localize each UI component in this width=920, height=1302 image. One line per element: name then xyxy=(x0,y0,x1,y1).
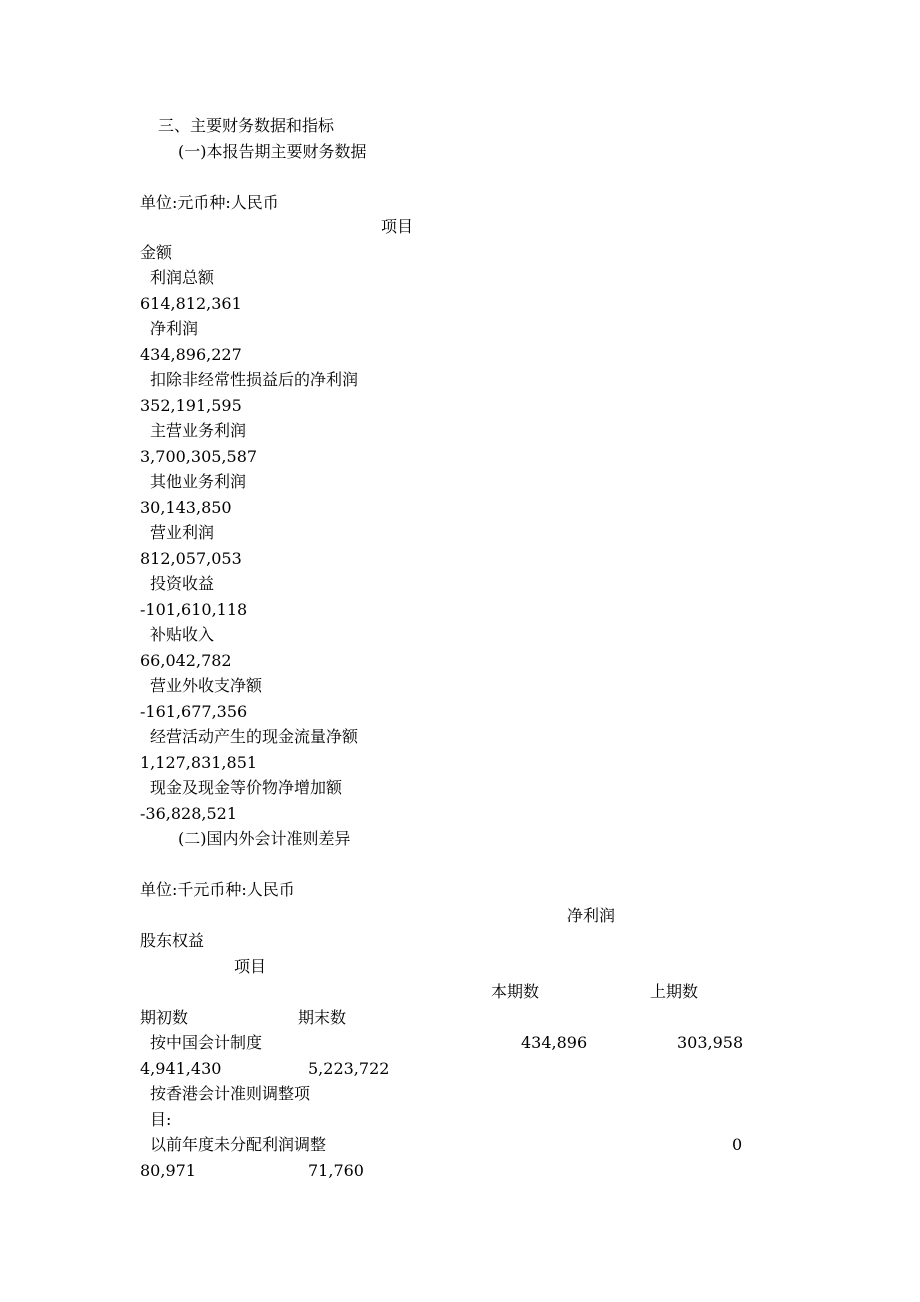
row-value: 352,191,595 xyxy=(140,396,242,415)
part2-unit-line: 单位:千元币种:人民币 xyxy=(140,880,295,899)
row-current: 434,896 xyxy=(521,1033,588,1052)
row-label: 补贴收入 xyxy=(150,625,215,644)
row-value: 30,143,850 xyxy=(140,498,232,517)
row-label: 营业外收支净额 xyxy=(150,676,263,695)
header-closing: 期末数 xyxy=(298,1008,347,1027)
row-label: 利润总额 xyxy=(150,268,215,287)
row-label: 以前年度未分配利润调整 xyxy=(150,1135,327,1154)
row-label: 营业利润 xyxy=(150,523,215,542)
header-previous: 上期数 xyxy=(650,982,699,1001)
row-label: 净利润 xyxy=(150,319,199,338)
row-label-continued: 目: xyxy=(150,1110,172,1129)
row-opening: 80,971 xyxy=(140,1161,196,1180)
part1-unit-line: 单位:元币种:人民币 xyxy=(140,193,279,212)
row-value: 812,057,053 xyxy=(140,549,242,568)
row-value: 434,896,227 xyxy=(140,345,242,364)
part1-header-amount: 金额 xyxy=(140,243,173,262)
row-value: -161,677,356 xyxy=(140,702,248,721)
row-previous: 303,958 xyxy=(677,1033,744,1052)
row-closing: 71,760 xyxy=(308,1161,364,1180)
row-label: 投资收益 xyxy=(150,574,215,593)
row-label: 现金及现金等价物净增加额 xyxy=(150,778,343,797)
row-previous: 0 xyxy=(732,1135,743,1154)
row-closing: 5,223,722 xyxy=(308,1059,390,1078)
row-opening: 4,941,430 xyxy=(140,1059,222,1078)
header-net-profit: 净利润 xyxy=(567,906,616,925)
row-value: -101,610,118 xyxy=(140,600,248,619)
row-value: 1,127,831,851 xyxy=(140,753,258,772)
part1-header-item: 项目 xyxy=(381,217,414,236)
row-label: 按香港会计准则调整项 xyxy=(150,1084,311,1103)
header-equity: 股东权益 xyxy=(140,931,205,950)
row-value: -36,828,521 xyxy=(140,804,238,823)
part1-heading: (一)本报告期主要财务数据 xyxy=(178,142,367,161)
header-item: 项目 xyxy=(234,957,267,976)
section-title: 三、主要财务数据和指标 xyxy=(158,116,335,135)
row-value: 3,700,305,587 xyxy=(140,447,258,466)
header-opening: 期初数 xyxy=(140,1008,189,1027)
row-label: 其他业务利润 xyxy=(150,472,247,491)
row-value: 66,042,782 xyxy=(140,651,232,670)
row-label: 经营活动产生的现金流量净额 xyxy=(150,727,359,746)
row-label: 主营业务利润 xyxy=(150,421,247,440)
part2-heading: (二)国内外会计准则差异 xyxy=(178,829,351,848)
header-current: 本期数 xyxy=(491,982,540,1001)
row-value: 614,812,361 xyxy=(140,294,242,313)
row-label: 按中国会计制度 xyxy=(150,1033,263,1052)
row-label: 扣除非经常性损益后的净利润 xyxy=(150,370,359,389)
